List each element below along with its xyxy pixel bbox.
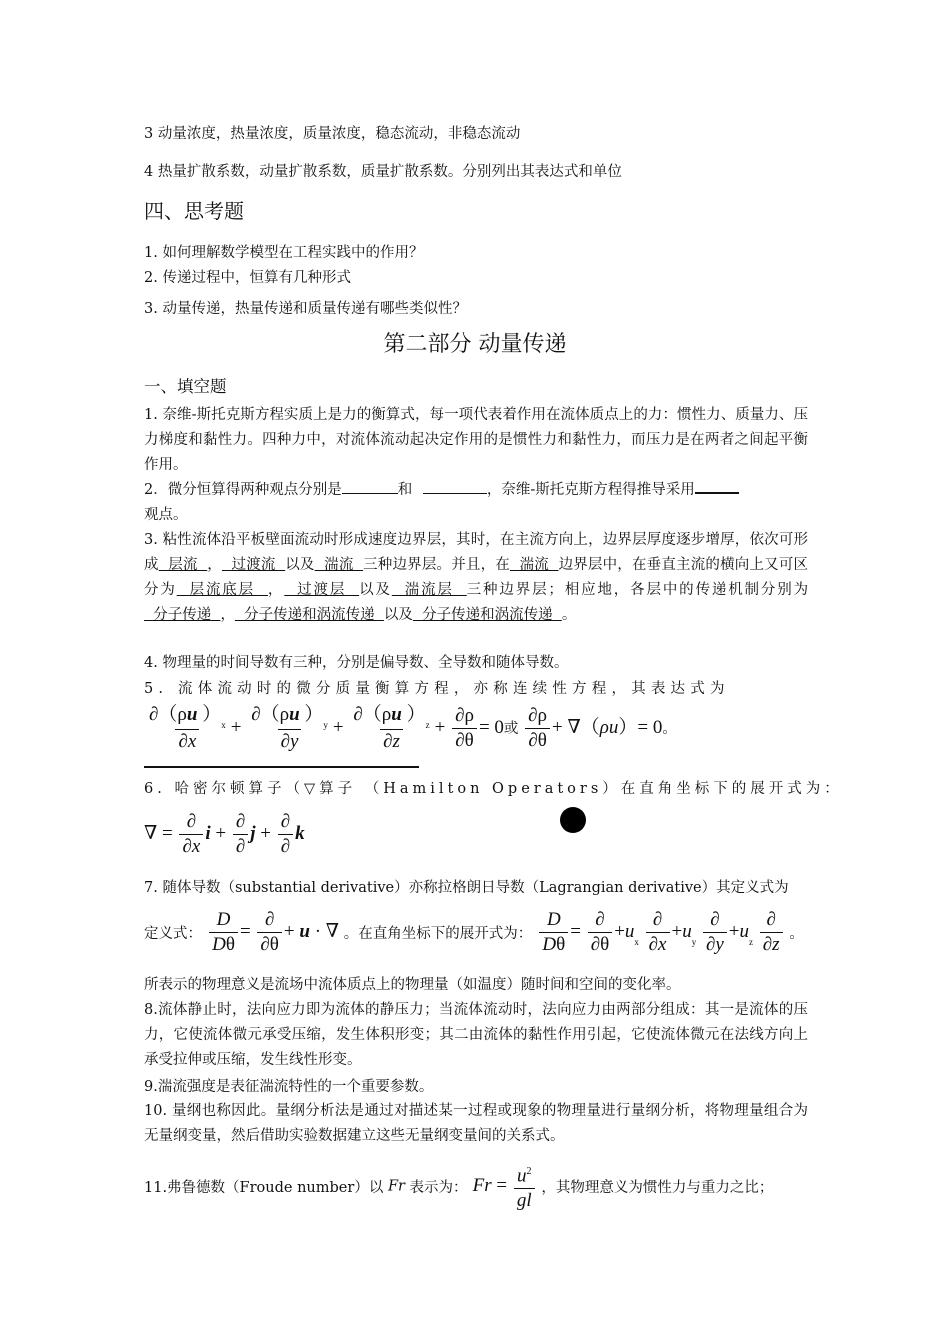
answer-turbulent-2: 湍流 — [510, 557, 559, 573]
p3-sep: 以及 — [359, 582, 392, 598]
answer-buffer-layer: 过渡层 — [284, 582, 360, 598]
term-dz: $\frac{\partial(\rho u )_z}{\partial z}$ — [353, 704, 430, 752]
fill-paragraph-2 — [144, 478, 808, 528]
expansion-label: 。在直角坐标下的展开式为： — [343, 925, 533, 942]
think-question-2: 2. 传递过程中，恒算有几种形式 — [144, 270, 351, 286]
think-question-3: 3. 动量传递，热量传递和质量传递有哪些类似性？ — [144, 301, 467, 317]
p3-sep: ， — [267, 582, 285, 598]
continuity-equation: $\frac{\partial(\rho u )_x}{\partial x}$ + $\frac{\partial(\rho u )_y}{\partial y}$ + $\frac{\partial(\rho u )_z}{\partial z}$ + $\frac{\partial\rho}{\partial\theta}$ = 0或 $\frac{\partial\rho}{\partial\theta}$ + ∇（ρu）= 0。 — [144, 703, 677, 754]
hamilton-operator-expansion: ∇ = $\frac{\partial}{\partial x}$ i + $\frac{\partial}{\partial}$ j + $\frac{\partial}{\partial}$ k — [144, 811, 305, 857]
p3-sep: 。 — [561, 607, 577, 623]
fill-heading: 一、填空题 — [144, 377, 227, 396]
p2-text-a: 2．微分恒算得两种观点分别是 — [144, 482, 342, 498]
part-title: 第二部分 动量传递 — [383, 332, 567, 357]
fill-paragraph-3 — [144, 528, 808, 628]
fill-paragraph-5: 5. 流体流动时的微分质量衡算方程，亦称连续性方程，其表达式为 — [144, 681, 730, 697]
period: 。 — [789, 925, 804, 942]
term-dx: $\frac{\partial(\rho u )_x}{\partial x}$ — [149, 704, 226, 752]
think-question-1: 1. 如何理解数学模型在工程实践中的作用？ — [144, 245, 424, 261]
section-heading-think: 四、思考题 — [144, 199, 244, 223]
fill-paragraph-7-meaning: 所表示的物理意义是流场中流体质点上的物理量（如温度）随时间和空间的变化率。 — [144, 977, 681, 993]
period: 。 — [662, 720, 677, 737]
froude-symbol: Fr — [387, 1178, 405, 1195]
p3-sep: 三种边界层；相应地，各层中的传递机制分别为 — [466, 582, 809, 598]
fill-paragraph-6: 6. 哈密尔顿算子（▽算子 （Hamilton Operators）在直角坐标下的展开式为： — [144, 781, 843, 797]
fill-paragraph-11: 11.弗鲁德数（Froude number）以 Fr 表示为： Fr = $\frac{u^2}{gl}$ ，其物理意义为惯性力与重力之比； — [144, 1165, 774, 1212]
answer-laminar-sublayer: 层流底层 — [176, 582, 268, 598]
or-word: 或 — [503, 720, 519, 737]
p3-sep: 三种边界层。并且，在 — [363, 557, 510, 573]
p11-text-b: 表示为： — [404, 1180, 468, 1197]
p3-sep: ， — [207, 557, 222, 573]
p3-sep: 以及 — [285, 557, 315, 573]
p2-blank-3[interactable] — [695, 478, 739, 494]
answer-laminar: 层流 — [158, 557, 208, 573]
p3-sep: 边界层中，在垂直主流的横向上又可区分为 — [144, 557, 809, 598]
fill-paragraph-1: 1. 奈维-斯托克斯方程实质上是力的衡算式，每一项代表着作用在流体质点上的力：惯性力、质量力、压力梯度和黏性力。四种力中，对流体流动起决定作用的是惯性力和黏性力，而压力是在两者之间起平衡作用。 — [144, 407, 808, 473]
fill-paragraph-9: 9.湍流强度是表征湍流特性的一个重要参数。 — [144, 1079, 434, 1095]
fill-paragraph-7: 7. 随体导数（substantial derivative）亦称拉格朗日导数（Lagrangian derivative）其定义式为 — [144, 880, 789, 896]
answer-molecular-eddy: 分子传递和涡流传递 — [234, 607, 384, 623]
intro-item-3: 3 动量浓度，热量浓度，质量浓度，稳态流动，非稳态流动 — [144, 126, 521, 142]
fill-paragraph-8: 8.流体静止时，法向应力即为流体的静压力；当流体流动时，法向应力由两部分组成：其一是流体的压力，它使流体微元承受压缩，发生体积形变；其二由流体的黏性作用引起，它使流体微元在法线方向上承受拉伸或压缩，发生线性形变。 — [144, 1002, 808, 1068]
p3-sep: ， — [220, 607, 235, 623]
substantial-derivative-line: 定义式： $\frac{D}{D\theta}$ = $\frac{\partial}{\partial\theta}$ + u · ∇ 。在直角坐标下的展开式为： $\frac{D}{D\theta}$ = $\frac{\partial}{\partial\theta}$ $+u_x$ $\frac{\partial}{\partial x}$ $+u_y$ $\frac{\partial}{\partial y}$ $+u_z$ $\frac{\partial}{\partial z}$ 。 — [144, 909, 804, 955]
p11-text-c: ，其物理意义为惯性力与重力之比； — [541, 1180, 774, 1197]
ink-dot — [560, 807, 586, 833]
answer-molecular-eddy-2: 分子传递和涡流传递 — [412, 607, 562, 623]
fill-paragraph-4: 4. 物理量的时间导数有三种，分别是偏导数、全导数和随体导数。 — [144, 655, 569, 671]
term-dtheta-2: $\frac{\partial\rho}{\partial\theta}$ — [525, 704, 550, 753]
def-label: 定义式： — [144, 925, 202, 942]
p2-blank-2[interactable] — [423, 479, 487, 494]
equation-underline — [144, 766, 419, 768]
answer-molecular: 分子传递 — [144, 607, 221, 623]
answer-transition: 过渡流 — [221, 557, 286, 573]
answer-turbulent: 湍流 — [314, 557, 364, 573]
term-dtheta: $\frac{\partial\rho}{\partial\theta}$ — [452, 704, 477, 753]
p2-text-d: 观点。 — [144, 507, 188, 523]
fill-paragraph-10: 10. 量纲也称因此。量纲分析法是通过对描述某一过程或现象的物理量进行量纲分析，将物理量组合为无量纲变量，然后借助实验数据建立这些无量纲变量间的关系式。 — [144, 1103, 808, 1144]
p2-text-c: ，奈维-斯托克斯方程得推导采用 — [486, 482, 695, 498]
intro-item-4: 4 热量扩散系数，动量扩散系数，质量扩散系数。分别列出其表达式和单位 — [144, 164, 622, 180]
p3-sep: 以及 — [383, 607, 413, 623]
answer-turbulent-layer: 湍流层 — [391, 582, 467, 598]
p2-blank-1[interactable] — [342, 479, 398, 494]
p2-text-b: 和 — [397, 482, 417, 498]
term-dy: $\frac{\partial(\rho u )_y}{\partial y}$ — [251, 704, 328, 752]
p3-text: 3. 粘性流体沿平板壁面流动时形成速度边界层，其时，在主流方向上，边界层厚度逐步增厚，依次可形成 — [144, 532, 808, 573]
p11-text-a: 11.弗鲁德数（Froude number）以 — [144, 1180, 388, 1197]
